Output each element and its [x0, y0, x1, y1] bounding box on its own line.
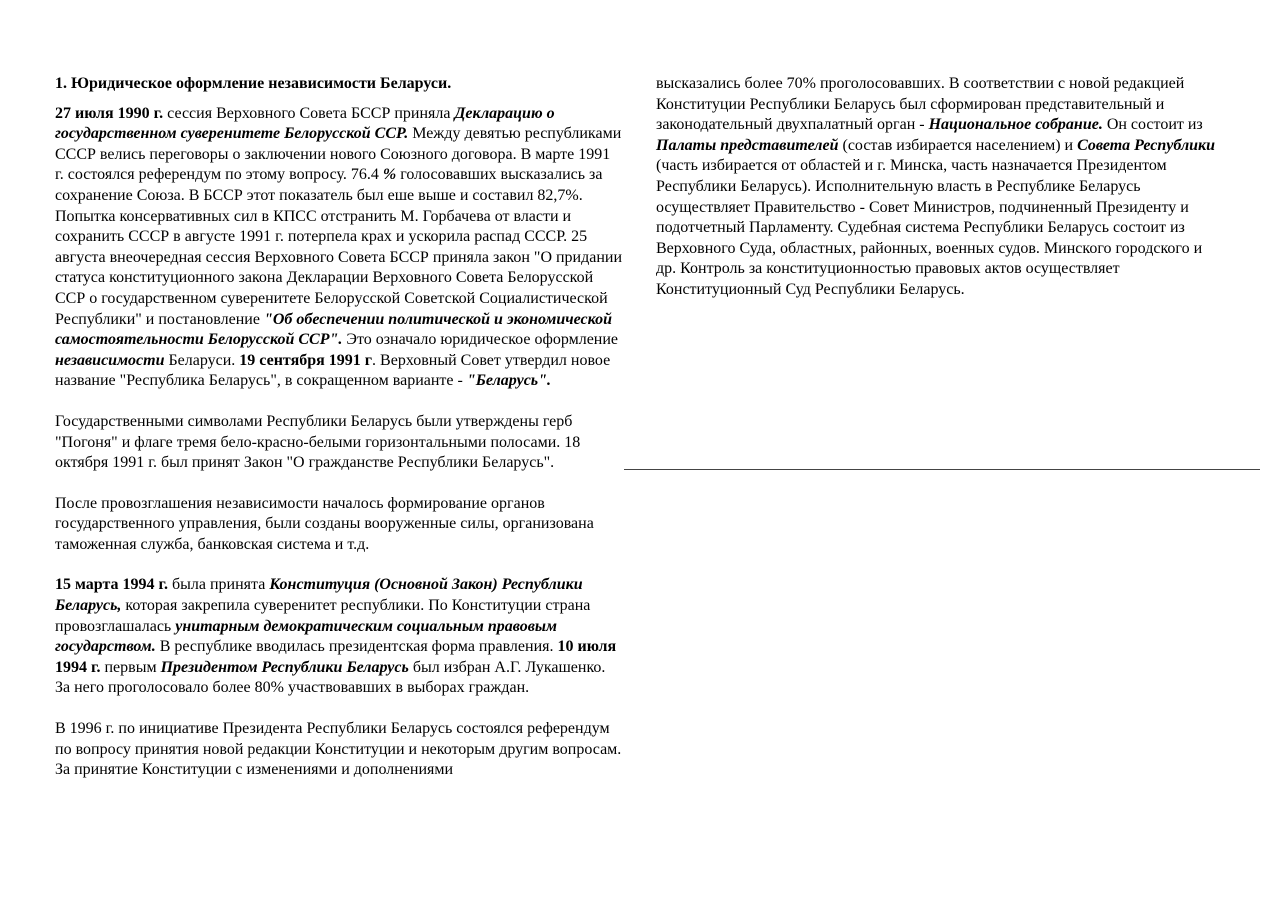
emphasis-text: унитарным демократическим социальным правовым государством.: [55, 617, 557, 656]
bold-text: 27 июля 1990 г.: [55, 104, 164, 122]
emphasis-text: Национальное собрание.: [928, 116, 1103, 134]
paragraph-national-assembly: [656, 74, 1218, 301]
horizontal-divider: [624, 469, 1260, 470]
text-run: был избран А.Г. Лукашенко. За него проголосовало более 80% участвовавших в выборах граждан.: [55, 658, 606, 697]
bold-text: 10 июля 1994 г.: [55, 638, 617, 676]
emphasis-text: "Беларусь".: [466, 372, 551, 390]
text-run: первым: [100, 658, 161, 676]
right-column: [656, 74, 1218, 301]
text-run: (состав избирается населением) и: [838, 136, 1078, 154]
bold-text: 19 сентября 1991 г: [239, 351, 373, 369]
emphasis-text: Палаты представителей: [656, 136, 839, 154]
text-run: Это означало юридическое оформление: [342, 331, 619, 349]
emphasis-text: Декларацию о государственном суверенитете Белорусской ССР.: [55, 104, 555, 143]
emphasis-text: "Об обеспечении политической и экономической самостоятельности Белорусской ССР".: [55, 310, 613, 349]
paragraph-constitution-1994: [55, 575, 623, 699]
text-run: Государственными символами Республики Беларусь были утверждены герб "Погоня" и флаге тремя бело-красно-белыми горизонтальными полосами. 18 октября 1991 г. был принят Закон "О гражданстве Республики Беларусь".: [55, 412, 581, 472]
text-run: высказались более 70% проголосовавших. В соответствии с новой редакцией Конституции Республики Беларусь был сформирован представительный и законодательный двухпалатный орган -: [656, 75, 1185, 134]
text-run: В республике вводилась президентская форма правления.: [155, 638, 558, 656]
text-run: (часть избирается от областей и г. Минска, часть назначается Президентом Республики Беларусь). Исполнительную власть в Республике Беларусь осуществляет Правительство - Совет Министров, подчиненный Президенту и подотчетный Парламенту. Судебная система Республики Беларусь состоит из Верховного Суда, областных, районных, военных судов. Минского городского и др. Контроль за конституционностью правовых актов осуществляет Конституционный Суд Республики Беларусь.: [656, 157, 1203, 298]
text-run: была принята: [168, 576, 270, 594]
emphasis-text: %: [382, 166, 397, 184]
emphasis-text: Совета Республики: [1077, 136, 1216, 154]
text-run: Беларуси.: [164, 351, 240, 369]
paragraph-independence: [55, 104, 623, 392]
section-heading: 1. Юридическое оформление независимости Беларуси.: [55, 75, 452, 92]
bold-text: 15 марта 1994 г.: [55, 576, 168, 594]
left-column: [55, 74, 623, 781]
emphasis-text: Конституция (Основной Закон) Республики Беларусь,: [55, 576, 583, 615]
paragraph-referendum-1996: [55, 719, 623, 781]
emphasis-text: Президентом Республики Беларусь: [160, 658, 409, 676]
text-run: которая закрепила суверенитет республики. По Конституции страна провозглашалась: [55, 597, 591, 635]
text-run: Между девятью республиками СССР велись переговоры о заключении нового Союзного договора. В марте 1991 г. состоялся референдум по этому вопросу. 76.4: [55, 125, 622, 184]
paragraph-state-bodies: [55, 494, 623, 556]
text-run: . Верховный Совет утвердил новое название "Республика Беларусь", в сокращенном варианте -: [55, 351, 611, 390]
emphasis-text: независимости: [55, 351, 165, 369]
text-run: голосовавших высказались за сохранение Союза. В БССР этот показатель был еше выше и составил 82,7%. Попытка консервативных сил в КПСС отстранить М. Горбачева от власти и сохранить СССР в августе 1991 г. потерпела крах и ускорила распад СССР. 25 августа внеочередная сессия Верховного Совета БССР приняла закон "О придании статуса конституционного закона Декларации Верховного Совета Белорусской ССР о государственном суверенитете Белорусской Советской Социалистической Республики" и постановление: [55, 166, 623, 328]
text-run: После провозглашения независимости началось формирование органов государственного управления, были созданы вооруженные силы, организована таможенная служба, банковская система и т.д.: [55, 494, 594, 553]
text-run: В 1996 г. по инициативе Президента Республики Беларусь состоялся референдум по вопросу принятия новой редакции Конституции и некоторым другим вопросам. За принятие Конституции с изменениями и дополнениями: [55, 720, 622, 779]
text-run: Он состоит из: [1102, 116, 1203, 134]
paragraph-state-symbols: [55, 412, 623, 474]
text-run: сессия Верховного Совета БССР приняла: [163, 104, 455, 122]
